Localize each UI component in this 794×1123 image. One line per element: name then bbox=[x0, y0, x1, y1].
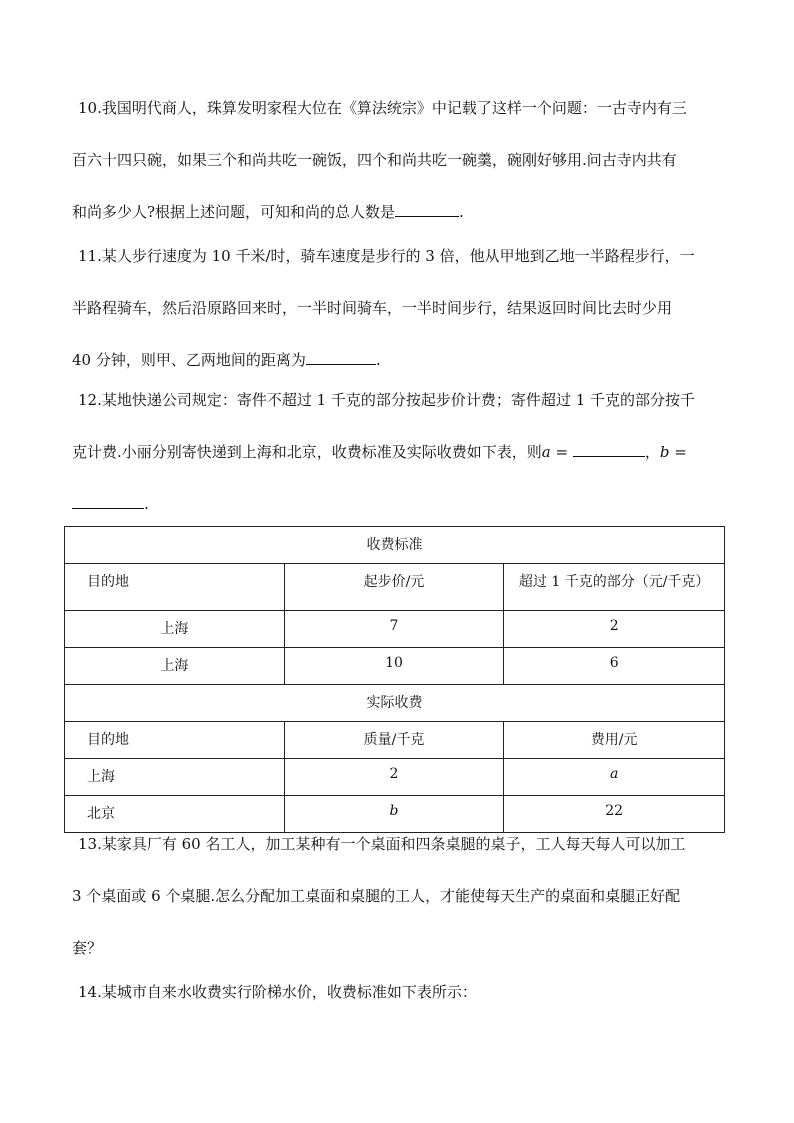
header-cell: 起步价/元 bbox=[284, 564, 504, 611]
q12-line-2-text: 克计费.小丽分别寄快递到上海和北京，收费标准及实际收费如下表，则 bbox=[72, 443, 542, 461]
section-title-fee-standard: 收费标准 bbox=[65, 527, 725, 564]
table-cell: b bbox=[284, 796, 504, 833]
q12-eq1: = bbox=[550, 443, 573, 461]
fee-table bbox=[64, 526, 725, 833]
question-13 bbox=[72, 818, 724, 974]
q13-line-2: 3 个桌面或 6 个桌腿.怎么分配加工桌面和桌腿的工人，才能使每天生产的桌面和桌腿正好配 bbox=[72, 887, 681, 905]
table-cell: 北京 bbox=[65, 796, 285, 833]
header-cell: 超过 1 千克的部分（元/千克） bbox=[504, 564, 725, 611]
table-cell: 6 bbox=[504, 648, 725, 685]
q11-end: . bbox=[375, 351, 381, 369]
table-header-row bbox=[65, 722, 725, 759]
q11-line-1: 11.某人步行速度为 10 千米/时，骑车速度是步行的 3 倍，他从甲地到乙地一半路程步行，一 bbox=[78, 247, 695, 265]
q12-comma: ， bbox=[644, 443, 660, 461]
header-cell: 目的地 bbox=[65, 564, 285, 611]
q10-line-1: 10.我国明代商人，珠算发明家程大位在《算法统宗》中记载了这样一个问题：一古寺内有三 bbox=[78, 99, 687, 117]
q11-answer-blank[interactable] bbox=[306, 350, 376, 365]
header-cell: 费用/元 bbox=[504, 722, 725, 759]
section-title-actual-fee: 实际收费 bbox=[65, 685, 725, 722]
table-cell: 上海 bbox=[65, 648, 285, 685]
q12-eq2: = bbox=[669, 443, 687, 461]
table-cell: 7 bbox=[284, 611, 504, 648]
q12-answer-blank-b[interactable] bbox=[72, 494, 144, 509]
q10-line-3-text: 和尚多少人?根据上述问题，可知和尚的总人数是 bbox=[72, 203, 396, 221]
table-row bbox=[65, 759, 725, 796]
table-cell: 10 bbox=[284, 648, 504, 685]
table-header-row bbox=[65, 564, 725, 611]
q12-line-3 bbox=[72, 478, 724, 530]
table-section-row bbox=[65, 685, 725, 722]
q10-end: . bbox=[459, 203, 464, 221]
q11-line-3-text: 40 分钟，则甲、乙两地间的距离为 bbox=[72, 351, 306, 369]
table-cell: 上海 bbox=[65, 611, 285, 648]
table-row bbox=[65, 648, 725, 685]
table-section-row bbox=[65, 527, 725, 564]
q12-var-b: b bbox=[659, 443, 670, 461]
question-14 bbox=[72, 966, 724, 1018]
table-cell: 2 bbox=[284, 759, 504, 796]
table-cell: 22 bbox=[504, 796, 725, 833]
header-cell: 目的地 bbox=[65, 722, 285, 759]
table-row bbox=[65, 611, 725, 648]
q10-answer-blank[interactable] bbox=[395, 202, 459, 217]
q11-line-2: 半路程骑车，然后沿原路回来时，一半时间骑车，一半时间步行，结果返回时间比去时少用 bbox=[72, 299, 673, 317]
header-cell: 质量/千克 bbox=[284, 722, 504, 759]
q12-end: . bbox=[144, 495, 149, 513]
q12-line-2 bbox=[72, 426, 724, 478]
q13-line-1: 13.某家具厂有 60 名工人，加工某种有一个桌面和四条桌腿的桌子，工人每天每人可以加工 bbox=[78, 835, 686, 853]
table-cell: 上海 bbox=[65, 759, 285, 796]
question-11 bbox=[72, 230, 724, 386]
q14-line-1: 14.某城市自来水收费实行阶梯水价，收费标准如下表所示： bbox=[78, 983, 477, 1001]
q10-line-2: 百六十四只碗，如果三个和尚共吃一碗饭，四个和尚共吃一碗羹，碗刚好够用.问古寺内共有 bbox=[72, 151, 677, 169]
table-cell: a bbox=[504, 759, 725, 796]
question-10 bbox=[72, 82, 724, 238]
q13-line-3: 套？ bbox=[72, 939, 103, 957]
q12-var-a: a bbox=[541, 443, 551, 461]
q12-line-1: 12.某地快递公司规定：寄件不超过 1 千克的部分按起步价计费；寄件超过 1 千克的部分按千 bbox=[78, 391, 696, 409]
question-12 bbox=[72, 374, 724, 530]
q12-answer-blank-a[interactable] bbox=[573, 442, 645, 457]
table-cell: 2 bbox=[504, 611, 725, 648]
